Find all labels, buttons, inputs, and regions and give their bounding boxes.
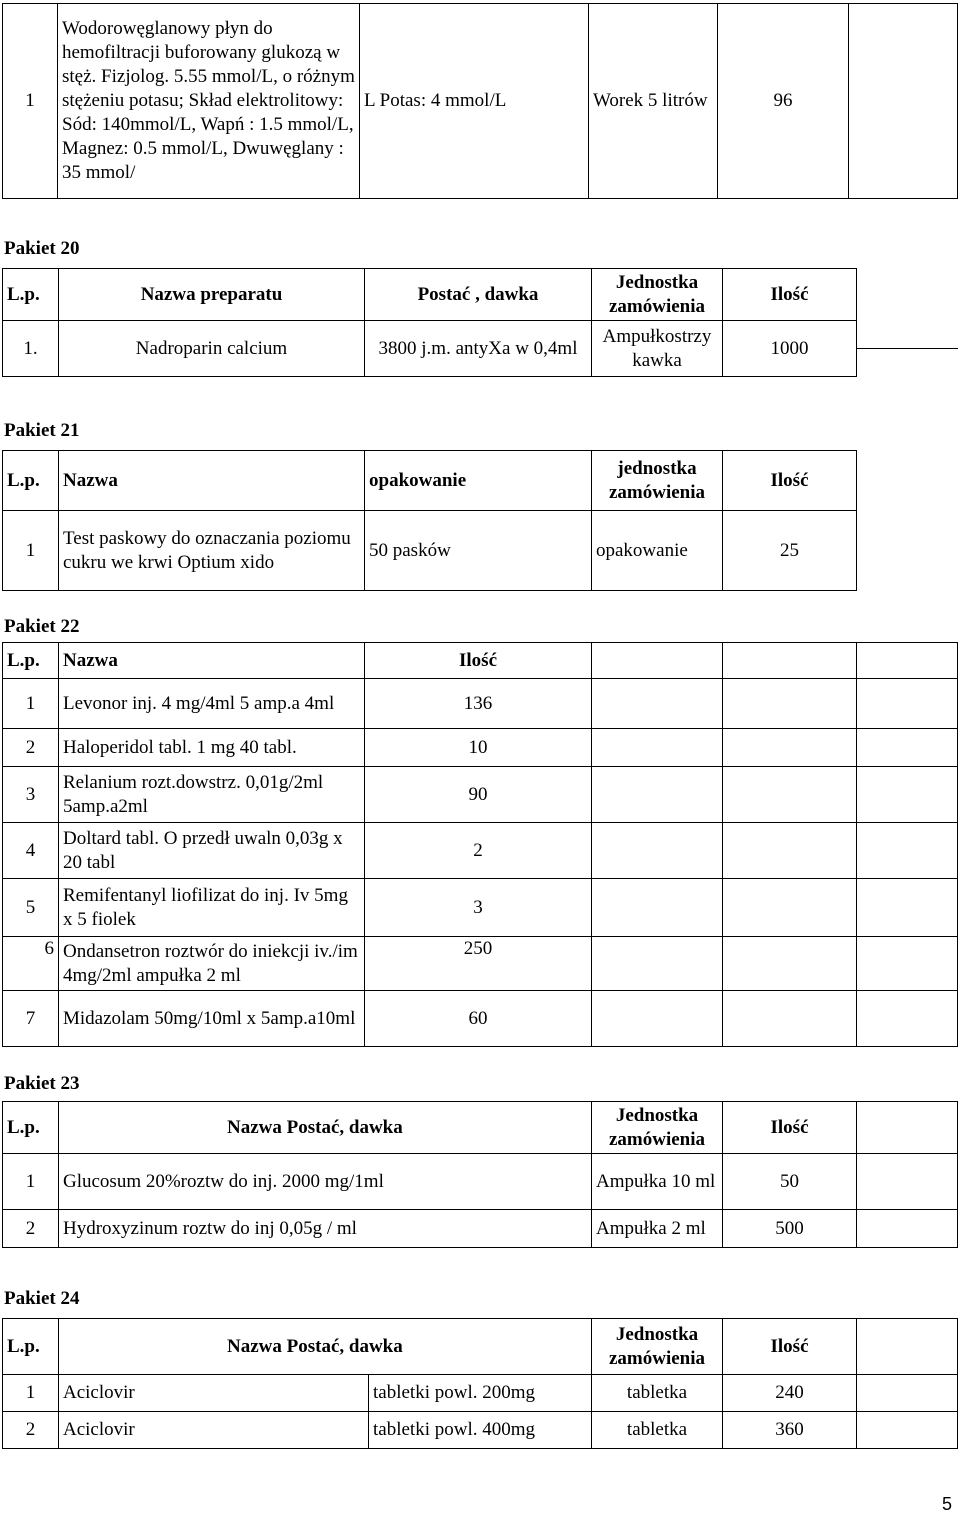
row-qty: 250 <box>365 937 592 991</box>
empty-cell <box>592 767 723 823</box>
empty-cell <box>592 991 723 1047</box>
row-form: 3800 j.m. antyXa w 0,4ml <box>365 321 592 377</box>
row-lp: 2 <box>3 1210 59 1248</box>
empty-cell <box>723 679 857 729</box>
empty-cell <box>723 823 857 879</box>
header-unit: Jednostka zamówienia <box>592 1319 723 1375</box>
header-lp: L.p. <box>3 1319 59 1375</box>
empty-cell <box>857 1412 958 1449</box>
package-21-table <box>2 450 857 591</box>
row-pack: 50 pasków <box>365 511 592 591</box>
empty-cell <box>857 1154 958 1210</box>
row-name: Doltard tabl. O przedł uwaln 0,03g x 20 tabl <box>59 823 365 879</box>
header-unit: Jednostka zamówienia <box>592 1102 723 1154</box>
row-qty: 360 <box>723 1412 857 1449</box>
row-lp: 7 <box>3 991 59 1047</box>
empty-cell <box>723 991 857 1047</box>
row-qty: 240 <box>723 1375 857 1412</box>
row-unit: tabletka <box>592 1375 723 1412</box>
table-row <box>3 321 857 377</box>
empty-cell <box>857 1210 958 1248</box>
row-unit: opakowanie <box>592 511 723 591</box>
product-form: L Potas: 4 mmol/L <box>360 4 589 199</box>
header-qty: Ilość <box>365 643 592 679</box>
row-unit: Ampułka 2 ml <box>592 1210 723 1248</box>
row-lp: 1 <box>3 1375 59 1412</box>
empty-cell <box>849 4 958 199</box>
empty-cell <box>723 767 857 823</box>
package-24-table <box>2 1318 958 1449</box>
trailing-line <box>856 348 958 349</box>
row-qty: 1000 <box>723 321 857 377</box>
empty-cell <box>592 937 723 991</box>
empty-cell <box>592 879 723 937</box>
empty-cell <box>723 729 857 767</box>
row-qty: 10 <box>365 729 592 767</box>
empty-cell <box>857 679 958 729</box>
row-name: Remifentanyl liofilizat do inj. Iv 5mg x 5 fiolek <box>59 879 365 937</box>
empty-cell <box>592 729 723 767</box>
page-number: 5 <box>941 1494 952 1514</box>
header-qty: Ilość <box>723 1102 857 1154</box>
row-lp: 1 <box>3 679 59 729</box>
header-qty: Ilość <box>723 1319 857 1375</box>
empty-cell <box>857 991 958 1047</box>
top-row-table <box>2 3 958 199</box>
header-name: Nazwa <box>59 451 365 511</box>
empty-cell <box>592 643 723 679</box>
header-lp: L.p. <box>3 643 59 679</box>
table-row <box>3 1375 958 1412</box>
table-row <box>3 1412 958 1449</box>
row-lp: 1 <box>3 511 59 591</box>
empty-cell <box>723 879 857 937</box>
table-row <box>3 823 958 879</box>
row-number: 1 <box>3 4 58 199</box>
row-name: Nadroparin calcium <box>59 321 365 377</box>
row-lp: 4 <box>3 823 59 879</box>
row-unit: Ampułka 10 ml <box>592 1154 723 1210</box>
row-lp: 1. <box>3 321 59 377</box>
empty-cell <box>592 823 723 879</box>
package-22-table <box>2 642 958 1047</box>
empty-cell <box>857 729 958 767</box>
package-label-20: Pakiet 20 <box>4 238 80 259</box>
table-row <box>3 1154 958 1210</box>
row-qty: 60 <box>365 991 592 1047</box>
empty-cell <box>857 823 958 879</box>
package-label-21: Pakiet 21 <box>4 420 80 441</box>
row-qty: 25 <box>723 511 857 591</box>
row-unit: tabletka <box>592 1412 723 1449</box>
row-lp: 6 <box>3 937 59 991</box>
row-qty: 500 <box>723 1210 857 1248</box>
row-lp: 1 <box>3 1154 59 1210</box>
row-lp: 3 <box>3 767 59 823</box>
row-qty: 3 <box>365 879 592 937</box>
row-name: Aciclovir <box>59 1412 369 1449</box>
header-lp: L.p. <box>3 269 59 321</box>
row-name: Midazolam 50mg/10ml x 5amp.a10ml <box>59 991 365 1047</box>
table-row <box>3 879 958 937</box>
header-unit: Jednostka zamówienia <box>592 269 723 321</box>
row-name: Levonor inj. 4 mg/4ml 5 amp.a 4ml <box>59 679 365 729</box>
row-name: Haloperidol tabl. 1 mg 40 tabl. <box>59 729 365 767</box>
empty-cell <box>592 679 723 729</box>
table-row <box>3 767 958 823</box>
header-name: Nazwa Postać, dawka <box>59 1319 592 1375</box>
row-form: tabletki powl. 200mg <box>369 1375 592 1412</box>
row-name: Aciclovir <box>59 1375 369 1412</box>
row-lp: 2 <box>3 1412 59 1449</box>
header-qty: Ilość <box>723 451 857 511</box>
product-name: Wodorowęglanowy płyn do hemofiltracji buforowany glukozą w stęż. Fizjolog. 5.55 mmol/L, o różnym stężeniu potasu; Skład elektrolitowy: Sód: 140mmol/L, Wapń : 1.5 mmol/L, Magnez: 0.5 mmol/L, Dwuwęglany : 35 mmol/ <box>58 4 360 199</box>
package-23-table <box>2 1101 958 1248</box>
header-name: Nazwa preparatu <box>59 269 365 321</box>
empty-cell <box>857 879 958 937</box>
row-name: Relanium rozt.dowstrz. 0,01g/2ml 5amp.a2ml <box>59 767 365 823</box>
row-name: Hydroxyzinum roztw do inj 0,05g / ml <box>59 1210 592 1248</box>
empty-cell <box>857 767 958 823</box>
row-name: Glucosum 20%roztw do inj. 2000 mg/1ml <box>59 1154 592 1210</box>
header-name: Nazwa Postać, dawka <box>59 1102 592 1154</box>
row-form: tabletki powl. 400mg <box>369 1412 592 1449</box>
table-row <box>3 729 958 767</box>
row-qty: 136 <box>365 679 592 729</box>
empty-cell <box>857 937 958 991</box>
empty-cell <box>857 1375 958 1412</box>
header-qty: Ilość <box>723 269 857 321</box>
table-row <box>3 937 958 991</box>
row-name: Test paskowy do oznaczania poziomu cukru we krwi Optium xido <box>59 511 365 591</box>
row-qty: 2 <box>365 823 592 879</box>
empty-cell <box>857 643 958 679</box>
row-qty: 50 <box>723 1154 857 1210</box>
table-row <box>3 991 958 1047</box>
empty-cell <box>723 937 857 991</box>
row-lp: 5 <box>3 879 59 937</box>
row-qty: 90 <box>365 767 592 823</box>
row-lp: 2 <box>3 729 59 767</box>
package-20-table <box>2 268 857 377</box>
package-label-23: Pakiet 23 <box>4 1073 80 1094</box>
quantity: 96 <box>718 4 849 199</box>
header-form: Postać , dawka <box>365 269 592 321</box>
table-row <box>3 679 958 729</box>
package-label-22: Pakiet 22 <box>4 616 80 637</box>
package-label-24: Pakiet 24 <box>4 1288 80 1309</box>
row-unit: Ampułkostrzy kawka <box>592 321 723 377</box>
header-pack: opakowanie <box>365 451 592 511</box>
empty-cell <box>723 643 857 679</box>
table-row <box>3 1210 958 1248</box>
row-name: Ondansetron roztwór do iniekcji iv./im 4mg/2ml ampułka 2 ml <box>59 937 365 991</box>
empty-cell <box>857 1102 958 1154</box>
header-unit: jednostka zamówienia <box>592 451 723 511</box>
header-lp: L.p. <box>3 1102 59 1154</box>
order-unit: Worek 5 litrów <box>589 4 718 199</box>
header-name: Nazwa <box>59 643 365 679</box>
table-row <box>3 511 857 591</box>
empty-cell <box>857 1319 958 1375</box>
header-lp: L.p. <box>3 451 59 511</box>
